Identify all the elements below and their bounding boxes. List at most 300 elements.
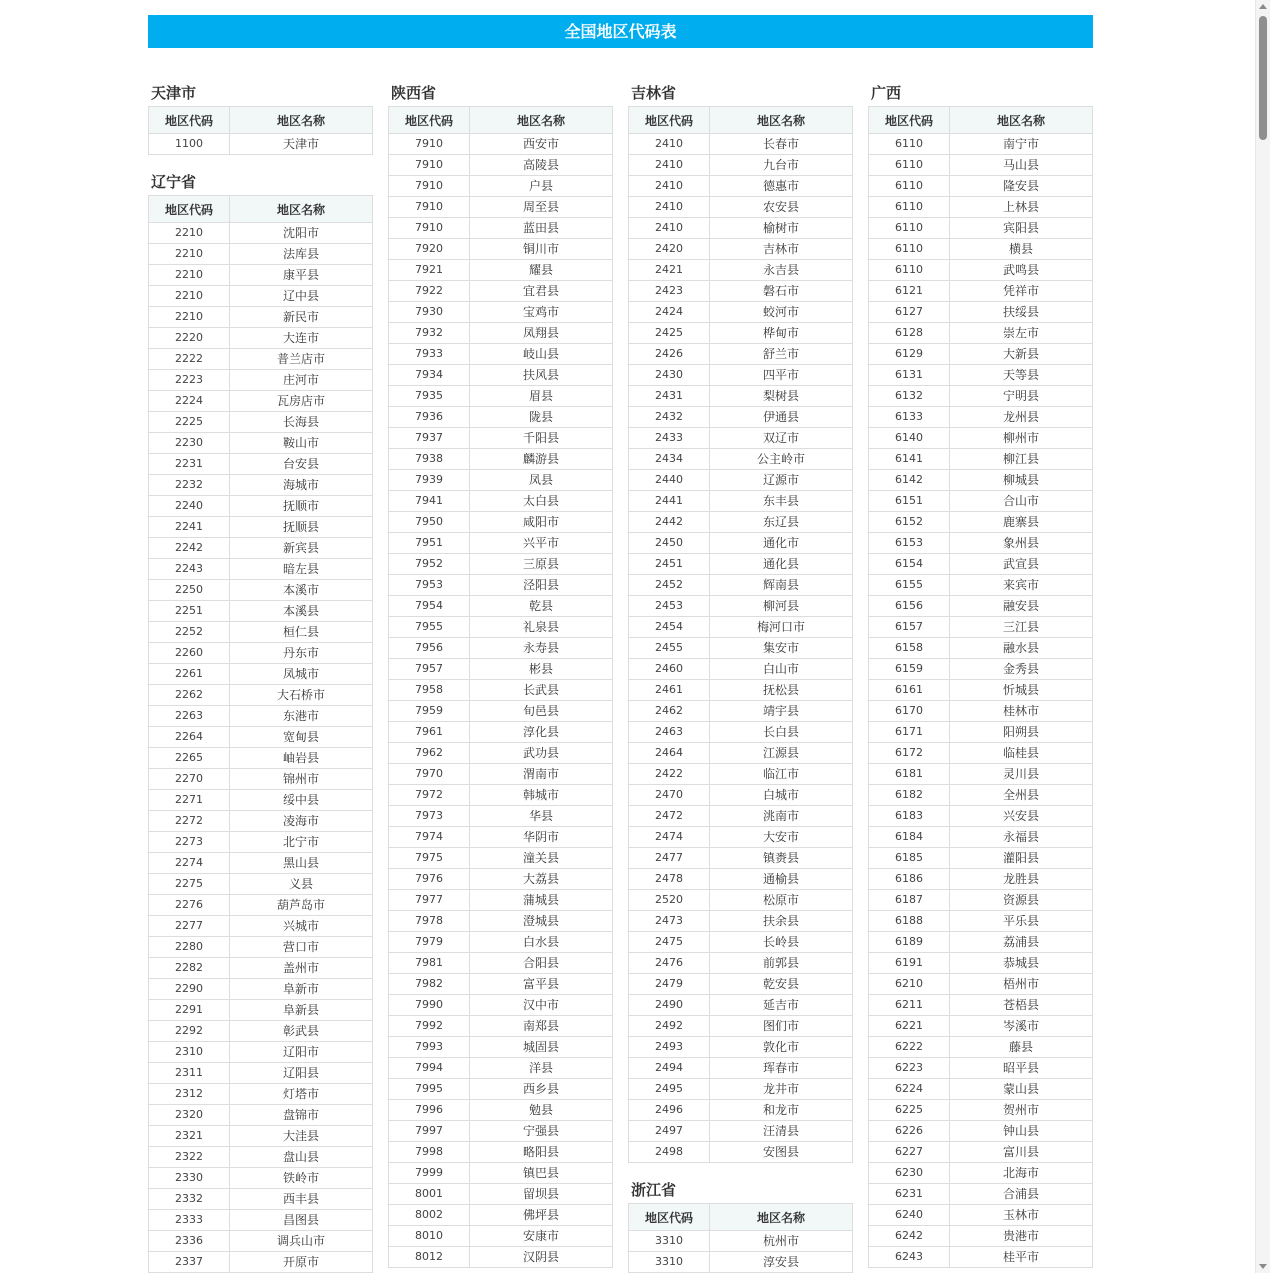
region-code-cell: 2410 — [629, 176, 710, 197]
header-region-code: 地区代码 — [149, 107, 230, 134]
region-name-cell: 暗左县 — [230, 559, 373, 580]
table-row — [389, 176, 613, 197]
table-row — [629, 1037, 853, 1058]
region-code-cell: 7953 — [389, 575, 470, 596]
region-code-table — [148, 106, 373, 155]
region-code-table — [148, 195, 373, 1273]
region-code-cell: 6159 — [869, 659, 950, 680]
region-code-cell: 7957 — [389, 659, 470, 680]
table-row — [629, 533, 853, 554]
region-name-cell: 千阳县 — [470, 428, 613, 449]
table-row — [629, 260, 853, 281]
vertical-scrollbar[interactable] — [1255, 0, 1270, 1273]
table-row — [149, 643, 373, 664]
table-row — [389, 302, 613, 323]
region-name-cell: 辽阳县 — [230, 1063, 373, 1084]
table-row — [149, 622, 373, 643]
column-2 — [388, 80, 613, 1282]
region-code-cell: 7962 — [389, 743, 470, 764]
table-row — [629, 197, 853, 218]
region-name-cell: 锦州市 — [230, 769, 373, 790]
region-code-table — [628, 106, 853, 1163]
region-name-cell: 鹿寨县 — [950, 512, 1093, 533]
region-code-cell: 2271 — [149, 790, 230, 811]
region-name-cell: 桂林市 — [950, 701, 1093, 722]
region-name-cell: 泾阳县 — [470, 575, 613, 596]
region-name-cell: 合山市 — [950, 491, 1093, 512]
region-name-cell: 辽源市 — [710, 470, 853, 491]
region-code-cell: 3310 — [629, 1231, 710, 1252]
region-name-cell: 钟山县 — [950, 1121, 1093, 1142]
region-code-cell: 2290 — [149, 979, 230, 1000]
region-name-cell: 陇县 — [470, 407, 613, 428]
table-row — [389, 239, 613, 260]
region-name-cell: 三原县 — [470, 554, 613, 575]
table-row — [389, 995, 613, 1016]
table-row — [389, 449, 613, 470]
region-name-cell: 周至县 — [470, 197, 613, 218]
region-code-cell: 6141 — [869, 449, 950, 470]
region-code-cell: 2450 — [629, 533, 710, 554]
table-row — [389, 470, 613, 491]
region-name-cell: 乾县 — [470, 596, 613, 617]
table-row — [149, 496, 373, 517]
region-name-cell: 舒兰市 — [710, 344, 853, 365]
table-row — [629, 218, 853, 239]
region-code-cell: 6184 — [869, 827, 950, 848]
region-code-cell: 7910 — [389, 197, 470, 218]
region-name-cell: 淳化县 — [470, 722, 613, 743]
table-row — [629, 428, 853, 449]
table-header-row — [629, 1204, 853, 1231]
table-row — [629, 176, 853, 197]
region-code-cell: 2422 — [629, 764, 710, 785]
table-row — [389, 512, 613, 533]
region-name-cell: 通榆县 — [710, 869, 853, 890]
region-code-cell: 2453 — [629, 596, 710, 617]
region-code-cell: 8002 — [389, 1205, 470, 1226]
region-code-table — [388, 106, 613, 1268]
region-code-cell: 6110 — [869, 197, 950, 218]
scroll-up-arrow-icon[interactable] — [1259, 4, 1267, 9]
table-row — [389, 827, 613, 848]
region-code-cell: 6151 — [869, 491, 950, 512]
region-code-cell: 2493 — [629, 1037, 710, 1058]
region-name-cell: 麟游县 — [470, 449, 613, 470]
region-name-cell: 户县 — [470, 176, 613, 197]
region-code-cell: 2460 — [629, 659, 710, 680]
table-row — [149, 979, 373, 1000]
table-row — [869, 449, 1093, 470]
region-name-cell: 榆树市 — [710, 218, 853, 239]
table-row — [389, 1121, 613, 1142]
region-code-cell: 2241 — [149, 517, 230, 538]
region-name-cell: 蛟河市 — [710, 302, 853, 323]
table-row — [389, 1184, 613, 1205]
region-code-cell: 2463 — [629, 722, 710, 743]
table-row — [389, 806, 613, 827]
region-code-cell: 2252 — [149, 622, 230, 643]
region-code-cell: 7972 — [389, 785, 470, 806]
region-name-cell: 丹东市 — [230, 643, 373, 664]
table-row — [149, 349, 373, 370]
table-row — [629, 323, 853, 344]
region-code-cell: 2264 — [149, 727, 230, 748]
scrollbar-thumb[interactable] — [1259, 16, 1267, 140]
table-row — [629, 491, 853, 512]
region-name-cell: 扶风县 — [470, 365, 613, 386]
table-row — [869, 470, 1093, 491]
table-row — [629, 848, 853, 869]
table-row — [869, 701, 1093, 722]
region-code-cell: 7994 — [389, 1058, 470, 1079]
table-row — [629, 1231, 853, 1252]
table-row — [389, 218, 613, 239]
region-name-cell: 佛坪县 — [470, 1205, 613, 1226]
table-row — [869, 638, 1093, 659]
region-code-cell: 2260 — [149, 643, 230, 664]
region-name-cell: 融安县 — [950, 596, 1093, 617]
table-row — [869, 1058, 1093, 1079]
region-name-cell: 营口市 — [230, 937, 373, 958]
region-code-cell: 2451 — [629, 554, 710, 575]
table-row — [629, 806, 853, 827]
region-code-cell: 7921 — [389, 260, 470, 281]
region-name-cell: 前郭县 — [710, 953, 853, 974]
region-name-cell: 凭祥市 — [950, 281, 1093, 302]
region-name-cell: 天等县 — [950, 365, 1093, 386]
region-code-cell: 2291 — [149, 1000, 230, 1021]
region-name-cell: 柳州市 — [950, 428, 1093, 449]
region-code-cell: 7956 — [389, 638, 470, 659]
region-code-cell: 7939 — [389, 470, 470, 491]
table-row — [389, 554, 613, 575]
table-row — [389, 491, 613, 512]
table-row — [869, 806, 1093, 827]
region-name-cell: 大洼县 — [230, 1126, 373, 1147]
region-code-cell: 2442 — [629, 512, 710, 533]
region-name-cell: 永寿县 — [470, 638, 613, 659]
region-section — [148, 80, 373, 155]
region-name-cell: 大新县 — [950, 344, 1093, 365]
region-code-cell: 6171 — [869, 722, 950, 743]
table-row — [869, 722, 1093, 743]
region-code-cell: 2320 — [149, 1105, 230, 1126]
table-row — [389, 638, 613, 659]
region-code-cell: 2470 — [629, 785, 710, 806]
table-row — [869, 932, 1093, 953]
table-row — [149, 601, 373, 622]
region-code-cell: 2473 — [629, 911, 710, 932]
region-code-cell: 6133 — [869, 407, 950, 428]
table-row — [149, 1231, 373, 1252]
region-code-cell: 2282 — [149, 958, 230, 979]
region-code-cell: 2222 — [149, 349, 230, 370]
region-code-cell: 2292 — [149, 1021, 230, 1042]
table-row — [629, 1121, 853, 1142]
table-row — [629, 1252, 853, 1273]
table-row — [389, 1205, 613, 1226]
table-row — [869, 680, 1093, 701]
region-code-cell: 7952 — [389, 554, 470, 575]
region-name-cell: 南郑县 — [470, 1016, 613, 1037]
region-code-cell: 2464 — [629, 743, 710, 764]
table-row — [149, 370, 373, 391]
table-row — [629, 785, 853, 806]
region-code-cell: 2454 — [629, 617, 710, 638]
table-row — [629, 911, 853, 932]
region-name-cell: 贵港市 — [950, 1226, 1093, 1247]
region-code-cell: 2425 — [629, 323, 710, 344]
region-code-cell: 2263 — [149, 706, 230, 727]
table-row — [389, 428, 613, 449]
region-name-cell: 洋县 — [470, 1058, 613, 1079]
region-code-cell: 6156 — [869, 596, 950, 617]
table-row — [629, 953, 853, 974]
table-row — [869, 596, 1093, 617]
region-code-cell: 7958 — [389, 680, 470, 701]
region-title: 辽宁省 — [151, 173, 197, 191]
region-name-cell: 昭平县 — [950, 1058, 1093, 1079]
region-code-cell: 6210 — [869, 974, 950, 995]
region-code-cell: 7982 — [389, 974, 470, 995]
region-name-cell: 绥中县 — [230, 790, 373, 811]
region-name-cell: 大安市 — [710, 827, 853, 848]
region-section — [868, 80, 1093, 1268]
region-name-cell: 富平县 — [470, 974, 613, 995]
table-row — [629, 596, 853, 617]
region-name-cell: 蓝田县 — [470, 218, 613, 239]
table-row — [149, 559, 373, 580]
table-row — [869, 134, 1093, 155]
region-section — [628, 1177, 853, 1273]
region-title: 浙江省 — [631, 1181, 677, 1199]
region-name-cell: 大石桥市 — [230, 685, 373, 706]
region-code-cell: 2462 — [629, 701, 710, 722]
region-code-cell: 7977 — [389, 890, 470, 911]
table-row — [149, 412, 373, 433]
region-name-cell: 富川县 — [950, 1142, 1093, 1163]
table-row — [389, 386, 613, 407]
table-row — [869, 218, 1093, 239]
table-row — [629, 365, 853, 386]
region-name-cell: 本溪市 — [230, 580, 373, 601]
region-code-cell: 7975 — [389, 848, 470, 869]
region-code-table — [868, 106, 1093, 1268]
region-code-table — [628, 1203, 853, 1273]
region-code-cell: 2210 — [149, 307, 230, 328]
table-row — [149, 685, 373, 706]
region-name-cell: 东辽县 — [710, 512, 853, 533]
region-name-cell: 辽中县 — [230, 286, 373, 307]
region-name-cell: 昌图县 — [230, 1210, 373, 1231]
region-name-cell: 沈阳市 — [230, 223, 373, 244]
region-name-cell: 庄河市 — [230, 370, 373, 391]
region-code-cell: 2476 — [629, 953, 710, 974]
region-name-cell: 藤县 — [950, 1037, 1093, 1058]
region-name-cell: 梅河口市 — [710, 617, 853, 638]
region-name-cell: 白山市 — [710, 659, 853, 680]
table-row — [629, 869, 853, 890]
table-row — [149, 1168, 373, 1189]
table-row — [629, 281, 853, 302]
region-name-cell: 农安县 — [710, 197, 853, 218]
region-name-cell: 留坝县 — [470, 1184, 613, 1205]
region-code-cell: 2321 — [149, 1126, 230, 1147]
region-code-cell: 6155 — [869, 575, 950, 596]
table-row — [629, 1079, 853, 1100]
table-row — [869, 617, 1093, 638]
table-row — [149, 454, 373, 475]
region-name-cell: 平乐县 — [950, 911, 1093, 932]
table-row — [149, 580, 373, 601]
table-row — [149, 328, 373, 349]
table-row — [389, 155, 613, 176]
table-header-row — [389, 107, 613, 134]
table-row — [149, 727, 373, 748]
table-row — [629, 575, 853, 596]
region-name-cell: 桓仁县 — [230, 622, 373, 643]
region-name-cell: 长武县 — [470, 680, 613, 701]
region-name-cell: 江源县 — [710, 743, 853, 764]
region-code-cell: 6181 — [869, 764, 950, 785]
region-name-cell: 法库县 — [230, 244, 373, 265]
region-name-cell: 珲春市 — [710, 1058, 853, 1079]
table-row — [869, 1037, 1093, 1058]
region-name-cell: 抚顺市 — [230, 496, 373, 517]
region-name-cell: 台安县 — [230, 454, 373, 475]
region-name-cell: 长岭县 — [710, 932, 853, 953]
region-code-cell: 2520 — [629, 890, 710, 911]
table-row — [149, 664, 373, 685]
region-name-cell: 伊通县 — [710, 407, 853, 428]
header-region-name: 地区名称 — [470, 107, 613, 134]
region-name-cell: 磐石市 — [710, 281, 853, 302]
region-name-cell: 武宣县 — [950, 554, 1093, 575]
region-section — [628, 80, 853, 1163]
region-name-cell: 来宾市 — [950, 575, 1093, 596]
region-code-cell: 2210 — [149, 286, 230, 307]
region-name-cell: 吉林市 — [710, 239, 853, 260]
region-code-cell: 6182 — [869, 785, 950, 806]
region-name-cell: 华阴市 — [470, 827, 613, 848]
region-name-cell: 杭州市 — [710, 1231, 853, 1252]
region-code-cell: 2461 — [629, 680, 710, 701]
region-code-cell: 6222 — [869, 1037, 950, 1058]
region-name-cell: 辽阳市 — [230, 1042, 373, 1063]
scroll-down-arrow-icon[interactable] — [1259, 1264, 1267, 1269]
region-name-cell: 潼关县 — [470, 848, 613, 869]
table-row — [389, 764, 613, 785]
region-name-cell: 宜君县 — [470, 281, 613, 302]
region-code-cell: 2310 — [149, 1042, 230, 1063]
region-code-cell: 7979 — [389, 932, 470, 953]
table-row — [869, 785, 1093, 806]
region-code-cell: 6189 — [869, 932, 950, 953]
header-region-name: 地区名称 — [710, 107, 853, 134]
table-row — [629, 239, 853, 260]
region-code-cell: 7961 — [389, 722, 470, 743]
header-region-code: 地区代码 — [389, 107, 470, 134]
region-code-cell: 2496 — [629, 1100, 710, 1121]
table-row — [389, 869, 613, 890]
table-row — [869, 995, 1093, 1016]
region-name-cell: 桦甸市 — [710, 323, 853, 344]
table-row — [629, 974, 853, 995]
region-name-cell: 抚顺县 — [230, 517, 373, 538]
table-row — [149, 1084, 373, 1105]
region-code-cell: 6142 — [869, 470, 950, 491]
table-row — [149, 1063, 373, 1084]
region-code-cell: 7959 — [389, 701, 470, 722]
region-name-cell: 南宁市 — [950, 134, 1093, 155]
region-name-cell: 高陵县 — [470, 155, 613, 176]
region-name-cell: 大荔县 — [470, 869, 613, 890]
region-name-cell: 黑山县 — [230, 853, 373, 874]
region-name-cell: 城固县 — [470, 1037, 613, 1058]
region-code-cell: 2311 — [149, 1063, 230, 1084]
region-name-cell: 东港市 — [230, 706, 373, 727]
region-code-cell: 7910 — [389, 176, 470, 197]
header-region-code: 地区代码 — [629, 107, 710, 134]
region-code-cell: 1100 — [149, 134, 230, 155]
region-name-cell: 本溪县 — [230, 601, 373, 622]
region-name-cell: 宾阳县 — [950, 218, 1093, 239]
table-row — [149, 1042, 373, 1063]
region-name-cell: 宁强县 — [470, 1121, 613, 1142]
table-row — [629, 386, 853, 407]
region-name-cell: 彬县 — [470, 659, 613, 680]
region-code-cell: 2272 — [149, 811, 230, 832]
table-row — [629, 659, 853, 680]
region-code-cell: 7999 — [389, 1163, 470, 1184]
region-code-cell: 6183 — [869, 806, 950, 827]
region-code-cell: 6191 — [869, 953, 950, 974]
region-name-cell: 九台市 — [710, 155, 853, 176]
table-row — [149, 853, 373, 874]
region-code-cell: 2423 — [629, 281, 710, 302]
region-code-cell: 7955 — [389, 617, 470, 638]
region-code-cell: 7954 — [389, 596, 470, 617]
table-row — [869, 155, 1093, 176]
region-code-cell: 6157 — [869, 617, 950, 638]
region-code-cell: 7976 — [389, 869, 470, 890]
region-code-cell: 6170 — [869, 701, 950, 722]
region-code-cell: 2262 — [149, 685, 230, 706]
table-row — [389, 974, 613, 995]
region-code-cell: 6110 — [869, 134, 950, 155]
region-name-cell: 梨树县 — [710, 386, 853, 407]
region-code-cell: 2495 — [629, 1079, 710, 1100]
table-row — [629, 1016, 853, 1037]
region-name-cell: 义县 — [230, 874, 373, 895]
region-code-cell: 6211 — [869, 995, 950, 1016]
table-row — [629, 512, 853, 533]
region-code-cell: 7920 — [389, 239, 470, 260]
region-name-cell: 新宾县 — [230, 538, 373, 559]
region-name-cell: 长海县 — [230, 412, 373, 433]
region-code-cell: 7973 — [389, 806, 470, 827]
table-header-row — [869, 107, 1093, 134]
region-name-cell: 公主岭市 — [710, 449, 853, 470]
region-code-cell: 2261 — [149, 664, 230, 685]
region-name-cell: 兴安县 — [950, 806, 1093, 827]
region-code-cell: 7941 — [389, 491, 470, 512]
region-code-cell: 2270 — [149, 769, 230, 790]
table-row — [629, 1142, 853, 1163]
table-row — [149, 307, 373, 328]
table-row — [869, 1100, 1093, 1121]
